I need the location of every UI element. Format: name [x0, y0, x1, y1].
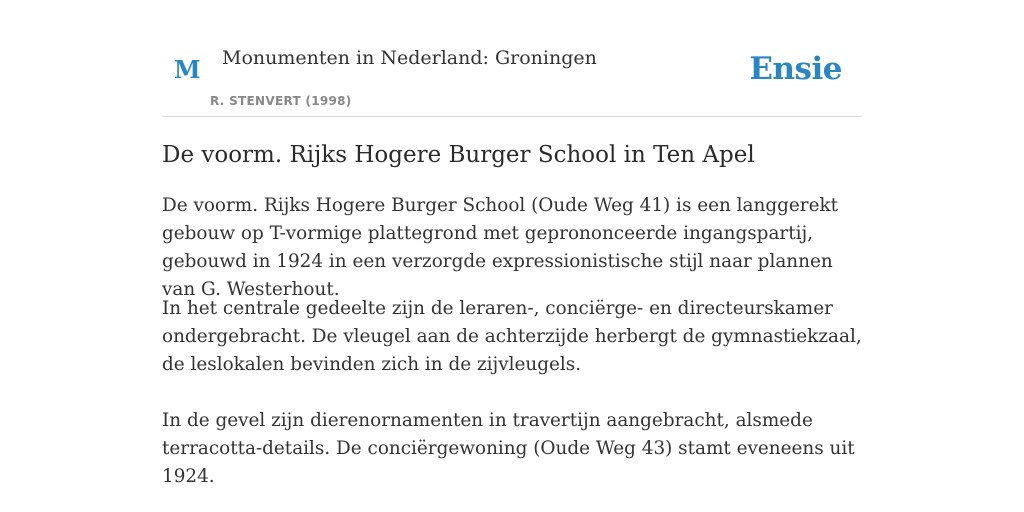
- ensie-brand-logo[interactable]: Ensie: [749, 51, 842, 87]
- article-paragraph-1: De voorm. Rijks Hogere Burger School (Oude Weg 41) is een langgerekt gebouw op T-vormige plattegrond met geprononceerde ingangspartij, gebouwd in 1924 in een verzorgde expressionistische stijl naar plannen van G. Westerhout.: [162, 195, 839, 300]
- article: [162, 140, 862, 487]
- article-paragraph-2: In het centrale gedeelte zijn de leraren-, conciërge- en directeurskamer ondergebracht. De vleugel aan de achterzijde herbergt de gymnastiekzaal, de leslokalen bevinden zich in de zijvleugels.: [162, 298, 862, 375]
- article-paragraph-3: In de gevel zijn dierenornamenten in travertijn aangebracht, alsmede terracotta-details. De conciërgewoning (Oude Weg 43) stamt eveneens uit 1924.: [162, 410, 855, 487]
- source-book-title[interactable]: Monumenten in Nederland: Groningen: [222, 47, 597, 69]
- article-title: De voorm. Rijks Hogere Burger School in Ten Apel: [162, 142, 755, 168]
- source-author: R. STENVERT (1998): [210, 94, 352, 108]
- source-header: [162, 36, 862, 117]
- source-logo-icon[interactable]: M: [174, 55, 201, 84]
